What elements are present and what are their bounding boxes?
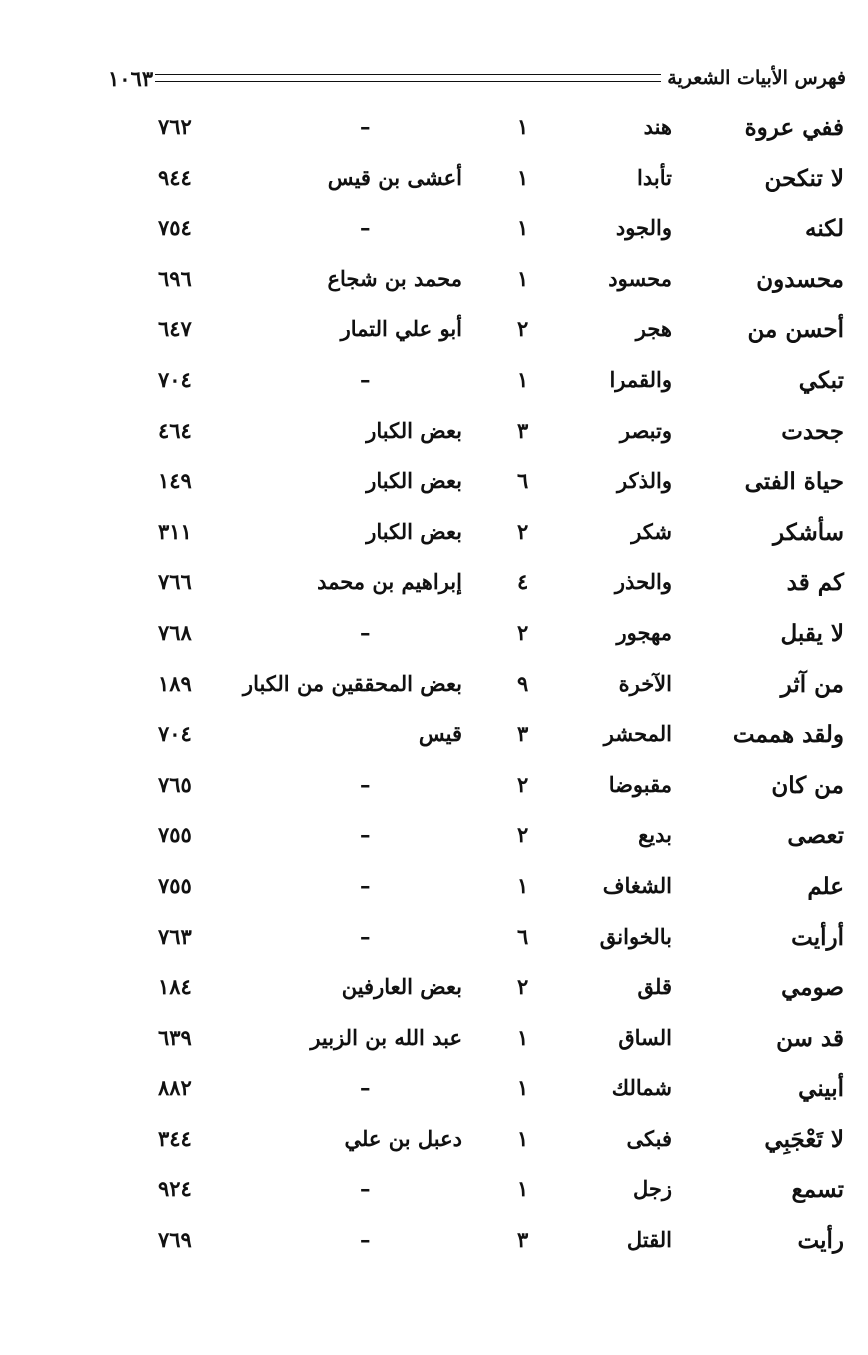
page-reference: ٦٩٦ [158,265,192,291]
rhyme-word: وتبصر [619,417,672,443]
table-row [0,966,868,1017]
verse-index-table [0,106,868,1270]
poet-name: بعض العارفين [341,974,462,1000]
page-reference: ١٨٩ [158,670,192,696]
page-reference: ٣٤٤ [158,1125,192,1151]
poet-name: – [360,1075,371,1101]
verse-count: ٩ [517,670,529,696]
page-header [108,60,846,96]
rhyme-word: والقمرا [609,366,672,392]
table-row [0,916,868,967]
rhyme-word: قلق [637,974,672,1000]
poet-name: – [360,822,371,848]
rhyme-word: والذكر [617,468,672,494]
verse-count: ٢ [517,771,529,797]
verse-count: ٣ [517,721,529,747]
verse-opening: لا يقبل [780,619,844,647]
poet-name: بعض الكبار [366,518,462,544]
poet-name: إبراهيم بن محمد [317,569,462,595]
verse-count: ٢ [517,619,529,645]
rhyme-word: فبكى [626,1125,672,1151]
rhyme-word: مقبوضا [608,771,672,797]
poet-name: أعشى بن قيس [327,164,462,190]
rhyme-word: بديع [638,822,672,848]
page-reference: ٧٦٩ [158,1227,192,1253]
rhyme-word: الشغاف [602,872,672,898]
poet-name: عبد الله بن الزبير [310,1024,462,1050]
verse-opening: ففي عروة [744,114,844,141]
table-row [0,865,868,916]
verse-opening: تبكي [798,366,844,394]
page-reference: ١٨٤ [158,974,192,1000]
table-row [0,460,868,511]
table-row [0,713,868,764]
verse-count: ٢ [517,974,529,1000]
verse-count: ١ [517,872,529,898]
verse-count: ٢ [517,316,529,342]
verse-count: ٤ [517,569,529,595]
verse-opening: من كان [771,771,844,799]
table-row [0,157,868,208]
page-reference: ٧٦٦ [158,569,192,595]
verse-count: ١ [517,265,529,291]
table-row [0,410,868,461]
verse-opening: جحدت [781,417,844,445]
page-reference: ٩٤٤ [158,164,192,190]
verse-count: ١ [517,1075,529,1101]
table-row [0,612,868,663]
verse-opening: لا تَعْجَبِي [764,1125,844,1153]
verse-count: ٣ [517,417,529,443]
rhyme-word: والحذر [614,569,672,595]
poet-name: دعبل بن علي [344,1125,462,1151]
poet-name: – [360,1176,371,1202]
verse-count: ٣ [517,1227,529,1253]
verse-count: ١ [517,215,529,241]
table-row [0,1168,868,1219]
page-reference: ٩٢٤ [158,1176,192,1202]
table-row [0,1219,868,1270]
verse-opening: تسمع [791,1176,844,1204]
page-reference: ٧٥٥ [158,872,192,898]
poet-name: – [360,366,371,392]
table-row [0,308,868,359]
header-double-rule [155,74,661,82]
table-row [0,258,868,309]
poet-name: – [360,923,371,949]
rhyme-word: الساق [618,1024,672,1050]
table-row [0,663,868,714]
verse-count: ٦ [517,468,529,494]
verse-count: ١ [517,366,529,392]
verse-count: ١ [517,1176,529,1202]
poet-name: – [360,114,371,139]
page-reference: ٦٤٧ [158,316,192,342]
verse-opening: محسدون [756,265,844,293]
verse-opening: أبيني [798,1075,844,1103]
verse-opening: أحسن من [747,316,844,344]
poet-name: – [360,1227,371,1253]
table-row [0,359,868,410]
rhyme-word: هند [643,114,672,139]
page-reference: ٧٠٤ [158,366,192,392]
verse-count: ١ [517,1125,529,1151]
poet-name: محمد بن شجاع [327,265,462,291]
verse-count: ١ [517,114,529,139]
table-row [0,106,868,157]
verse-count: ٦ [517,923,529,949]
rhyme-word: شمالك [611,1075,672,1101]
poet-name: قيس [418,721,462,747]
rhyme-word: والجود [615,215,672,241]
verse-opening: سأشكر [773,518,844,546]
rhyme-word: المحشر [603,721,672,747]
page-reference: ٧٥٥ [158,822,192,848]
rhyme-word: مهجور [616,619,672,645]
poet-name: – [360,872,371,898]
verse-opening: كم قد [786,569,844,597]
verse-count: ١ [517,1024,529,1050]
verse-opening: تعصى [787,822,844,850]
page-number: ١٠٦٣ [108,65,154,91]
verse-opening: صومي [781,974,844,1002]
poet-name: – [360,619,371,645]
verse-opening: لا تنكحن [764,164,844,192]
table-row [0,207,868,258]
page-reference: ٨٨٢ [158,1075,192,1101]
table-row [0,561,868,612]
table-row [0,511,868,562]
page-reference: ٦٣٩ [158,1024,192,1050]
verse-count: ١ [517,164,529,190]
verse-opening: ولقد هممت [732,721,844,749]
running-title: فهرس الأبيات الشعرية [667,67,846,89]
verse-opening: حياة الفتى [744,468,844,496]
page-reference: ٧٦٥ [158,771,192,797]
table-row [0,1067,868,1118]
table-row [0,814,868,865]
page-reference: ٧٦٨ [158,619,192,645]
page-reference: ٤٦٤ [158,417,192,443]
page-reference: ٧٥٤ [158,215,192,241]
rhyme-word: القتل [626,1227,672,1253]
page-reference: ٧٠٤ [158,721,192,747]
poet-name: – [360,215,371,241]
page-reference: ٣١١ [158,518,192,544]
table-row [0,1118,868,1169]
rhyme-word: محسود [608,265,672,291]
rhyme-word: شكر [631,518,672,544]
rhyme-word: الآخرة [618,670,672,696]
verse-opening: أرأيت [791,923,844,951]
poet-name: أبو علي التمار [340,316,462,342]
verse-opening: علم [807,872,844,900]
verse-opening: قد سن [776,1024,844,1052]
table-row [0,1017,868,1068]
rhyme-word: بالخوانق [599,923,672,949]
rhyme-word: زجل [632,1176,672,1202]
poet-name: – [360,771,371,797]
poet-name: بعض الكبار [366,468,462,494]
poet-name: بعض الكبار [366,417,462,443]
verse-opening: من آثر [780,670,844,698]
table-row [0,764,868,815]
poet-name: بعض المحققين من الكبار [242,670,462,696]
rhyme-word: هجر [635,316,672,342]
verse-count: ٢ [517,822,529,848]
page-reference: ١٤٩ [158,468,192,494]
verse-count: ٢ [517,518,529,544]
verse-opening: لكنه [805,215,844,243]
verse-opening: رأيت [797,1227,844,1255]
page-reference: ٧٦٣ [158,923,192,949]
rhyme-word: تأبدا [637,164,672,190]
page-reference: ٧٦٢ [158,114,192,139]
